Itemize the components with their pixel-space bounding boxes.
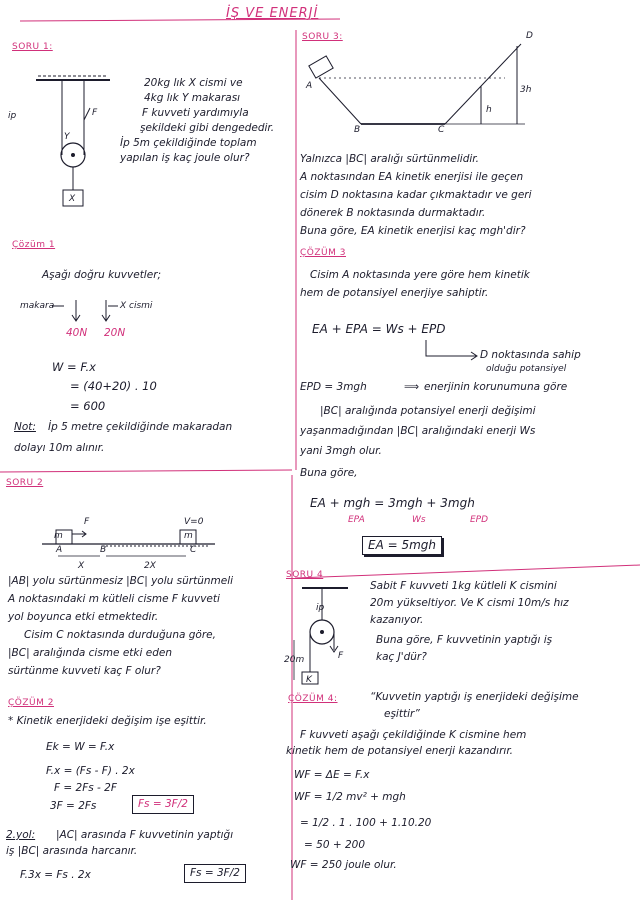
- fig2-2x: 2X: [144, 561, 156, 571]
- fig3-a: A: [306, 81, 313, 91]
- q3-line: A noktasından EA kinetik enerjisi ile geçen: [300, 171, 524, 183]
- s1-eq-3: = 600: [70, 399, 106, 413]
- s2-result-box-1: Fs = 3F/2: [132, 795, 194, 814]
- fig2-m2: m: [184, 531, 193, 541]
- s3-line: hem de potansiyel enerjiye sahiptir.: [300, 287, 489, 299]
- q2-line: Cisim C noktasında durduğuna göre,: [24, 629, 216, 641]
- fig3-h: h: [486, 105, 492, 115]
- q2-line: A noktasındaki m kütleli cisme F kuvveti: [8, 593, 220, 605]
- fig1-f-label: F: [92, 108, 98, 118]
- s4-eq: WF = ΔE = F.x: [294, 769, 370, 781]
- fig2-b: B: [100, 545, 107, 555]
- q1-line: şekildeki gibi dengededir.: [140, 122, 275, 134]
- s2-eq: Ek = W = F.x: [46, 741, 115, 753]
- s3-arrow-note: D noktasında sahip: [480, 349, 581, 361]
- s1-note-line: İp 5 metre çekildiğinde makaradan: [48, 421, 233, 433]
- q4-ask-line: kaç J'dür?: [376, 651, 427, 663]
- s3-eq2-note: enerjinin korunumuna göre: [424, 381, 568, 393]
- fig1-y-label: Y: [64, 132, 70, 142]
- s3-result-box: EA = 5mgh: [362, 536, 442, 555]
- q4-line: kazanıyor.: [370, 614, 424, 626]
- question-2-header: SORU 2: [6, 478, 44, 488]
- pulley-figure-4: [288, 580, 368, 690]
- q4-ask-line: Buna göre, F kuvvetinin yaptığı iş: [376, 634, 553, 646]
- solution-3-header: ÇÖZÜM 3: [300, 248, 346, 258]
- s3-arrow: [424, 340, 484, 370]
- solution-1-header: Çözüm 1: [12, 240, 56, 250]
- fig2-f: F: [84, 517, 90, 527]
- s4-eq: WF = 250 joule olur.: [290, 859, 397, 871]
- s3-buna: Buna göre,: [300, 467, 358, 479]
- s3-line2: yaşanmadığından |BC| aralığındaki enerji Ws: [300, 425, 536, 437]
- s1-note-line: dolayı 10m alınır.: [14, 442, 105, 454]
- q3-line: Yalnızca |BC| aralığı sürtünmelidir.: [300, 153, 479, 165]
- q2-line: yol boyunca etki etmektedir.: [8, 611, 159, 623]
- fig2-m1: m: [54, 531, 63, 541]
- fig2-c: C: [190, 545, 197, 555]
- question-4-ask: [376, 632, 552, 666]
- question-2-text: [8, 572, 233, 680]
- q1-line: İp 5m çekildiğinde toplam: [120, 137, 257, 149]
- fig3-c: C: [438, 125, 445, 135]
- q4-line: 20m yükseltiyor. Ve K cismi 10m/s hız: [370, 597, 569, 609]
- q3-line: dönerek B noktasında durmaktadır.: [300, 207, 486, 219]
- q1-line: 4kg lık Y makarası: [144, 92, 241, 104]
- q3-line: Buna göre, EA kinetik enerjisi kaç mgh'dir?: [300, 225, 526, 237]
- s2-or-label: 2.yol:: [6, 829, 36, 841]
- s2-eq: F = 2Fs - 2F: [54, 782, 117, 794]
- fig4-f: F: [338, 651, 344, 661]
- s1-eq-1: W = F.x: [52, 360, 96, 374]
- s4-eq: WF = 1/2 mv² + mgh: [294, 791, 406, 803]
- fig1-ip-label: ip: [8, 111, 17, 121]
- question-1-header: SORU 1:: [12, 42, 53, 52]
- fig2-x: X: [78, 561, 85, 571]
- s4-line: F kuvveti aşağı çekildiğinde K cismine hem: [300, 729, 527, 741]
- q1-line: yapılan iş kaç joule olur?: [120, 152, 250, 164]
- s1-force-40: 40N: [66, 327, 88, 339]
- s3-eq2-arrow: ⟹: [404, 381, 420, 393]
- fig3-d: D: [526, 31, 533, 41]
- s3-eq3-sub: EPD: [470, 515, 489, 525]
- solution-2-header: ÇÖZÜM 2: [8, 698, 54, 708]
- s3-arrow-note: olduğu potansiyel: [486, 364, 567, 374]
- fig2-v: V=0: [184, 517, 204, 527]
- s4-quote: “Kuvvetin yaptığı iş enerjideki değişime: [370, 691, 579, 703]
- question-4-header: SORU 4: [286, 570, 324, 580]
- q4-line: Sabit F kuvveti 1kg kütleli K cismini: [370, 580, 557, 592]
- s2-eq: F.x = (Fs - F) . 2x: [46, 765, 135, 777]
- solution-4-header: ÇÖZÜM 4:: [288, 694, 338, 704]
- s2-eq2: F.3x = Fs . 2x: [20, 869, 91, 881]
- s4-quote: eşittir”: [384, 708, 420, 720]
- s3-line2: |BC| aralığında potansiyel enerji değişimi: [320, 405, 536, 417]
- fig1-x-label: X: [69, 194, 76, 204]
- s3-line2: yani 3mgh olur.: [300, 445, 382, 457]
- s4-line: kinetik hem de potansiyel enerji kazandırır.: [286, 745, 514, 757]
- s3-line: Cisim A noktasında yere göre hem kinetik: [310, 269, 530, 281]
- q1-line: 20kg lık X cismi ve: [144, 77, 243, 89]
- s1-xcismi-label: X cismi: [120, 301, 153, 311]
- fig4-ip: ip: [316, 603, 325, 613]
- fig3-3h: 3h: [520, 85, 532, 95]
- s3-eq3-sub: EPA: [348, 515, 365, 525]
- question-4-text: [370, 578, 569, 629]
- q3-line: cisim D noktasına kadar çıkmaktadır ve geri: [300, 189, 532, 201]
- s2-result-box-2: Fs = 3F/2: [184, 864, 246, 883]
- fig3-b: B: [354, 125, 361, 135]
- s1-eq-2: = (40+20) . 10: [70, 379, 157, 393]
- question-3-header: SORU 3:: [302, 32, 343, 42]
- s3-eq1: EA + EPA = Ws + EPD: [312, 322, 446, 336]
- fig4-k: K: [306, 675, 312, 685]
- s2-or-text: iş |BC| arasında harcanır.: [6, 845, 138, 857]
- s1-note-label: Not:: [14, 421, 36, 433]
- fig4-distance: 20m: [284, 655, 305, 665]
- s3-eq3-sub: Ws: [412, 515, 426, 525]
- s2-eq: 3F = 2Fs: [50, 800, 97, 812]
- question-3-text: [300, 150, 532, 240]
- q2-line: sürtünme kuvveti kaç F olur?: [8, 665, 161, 677]
- page-title: İŞ VE ENERJİ: [226, 6, 319, 21]
- s1-makara-label: makara: [20, 301, 55, 311]
- s1-line1: Aşağı doğru kuvvetler;: [42, 269, 162, 281]
- fig2-a: A: [56, 545, 63, 555]
- q1-line: F kuvveti yardımıyla: [142, 107, 249, 119]
- q2-line: |BC| aralığında cisme etki eden: [8, 647, 172, 659]
- s2-or-text: |AC| arasında F kuvvetinin yaptığı: [56, 829, 234, 841]
- s1-force-20: 20N: [104, 327, 126, 339]
- question-1-text: [120, 76, 274, 166]
- q2-line: |AB| yolu sürtünmesiz |BC| yolu sürtünmeli: [8, 575, 234, 587]
- s4-eq: = 1/2 . 1 . 100 + 1.10.20: [300, 817, 432, 829]
- s2-line1: * Kinetik enerjideki değişim işe eşittir.: [8, 715, 207, 727]
- s3-eq2: EPD = 3mgh: [300, 381, 367, 393]
- s3-eq3: EA + mgh = 3mgh + 3mgh: [310, 496, 475, 510]
- s4-eq: = 50 + 200: [304, 839, 366, 851]
